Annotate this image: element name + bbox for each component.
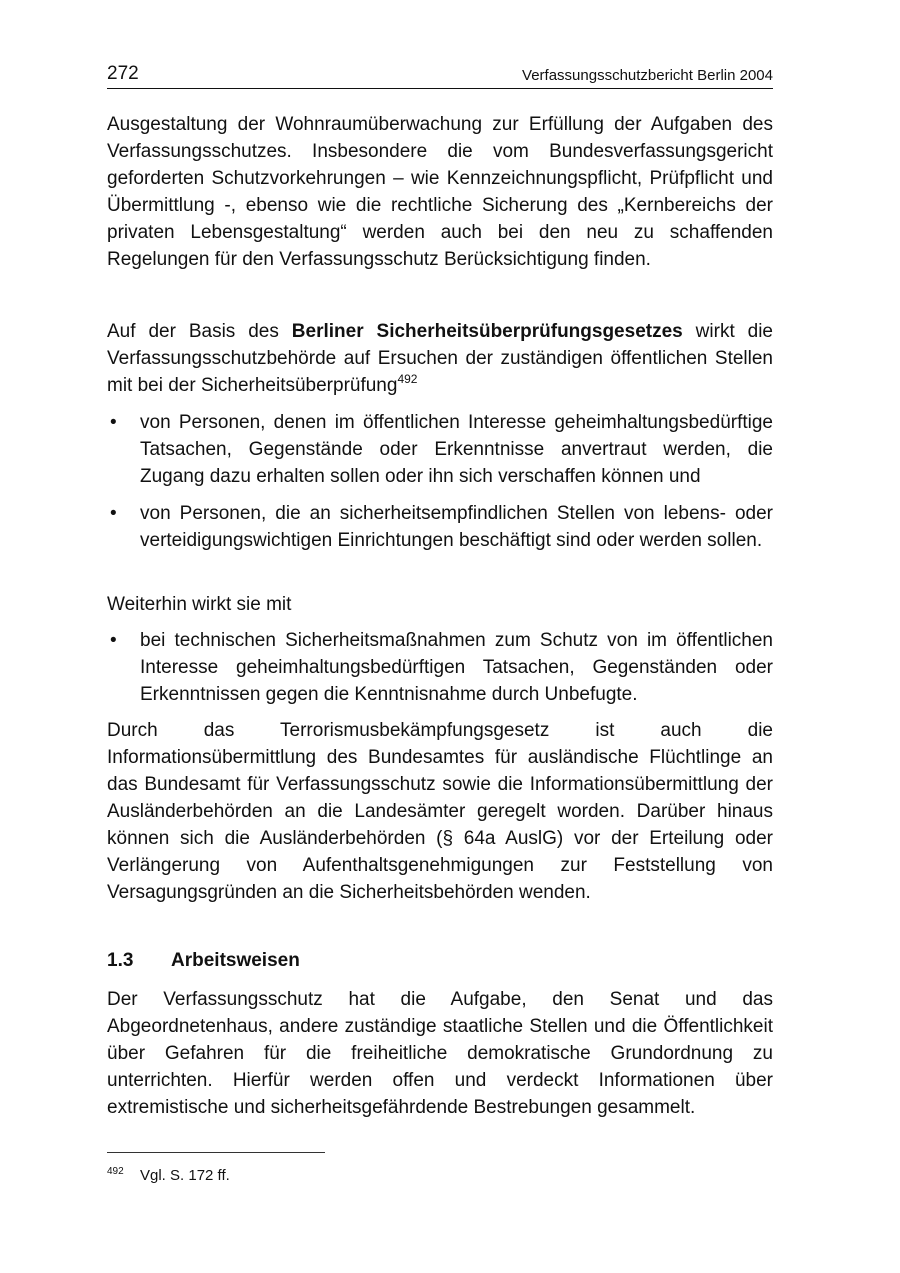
list-item [107,409,773,490]
paragraph-arbeitsweisen: Der Verfassungsschutz hat die Aufgabe, den Senat und das Abgeordnetenhaus, andere zuständige staatliche Stellen und die Öffentlichkeit über Gefahren für die freiheitliche demokratische Grundordnung zu unterrichten. Hierfür werden offen und verdeckt Informationen über extremistische und sicherheitsgefährdende Bestrebungen gesammelt. [107,989,773,1118]
footnote [107,1166,230,1184]
list-item [107,500,773,554]
footnote-divider [107,1152,325,1153]
footnote-text: Vgl. S. 172 ff. [140,1167,230,1184]
paragraph-sicherheitsueberpruefung [107,318,773,399]
para2-suffix: wirkt die Verfassungsschutzbehörde auf Ersuchen der zuständigen öffentlichen Stellen mit bei der Sicherheitsüberprüfung [107,321,774,396]
law-name: Berliner Sicherheitsüberprüfungsgesetzes [291,321,683,342]
paragraph-terrorismus: Durch das Terrorismusbekämpfungsgesetz ist auch die Informationsübermittlung des Bundesamtes für ausländische Flüchtlinge an das Bundesamt für Verfassungsschutz sowie die Informationsübermittlung der Ausländerbehörden an die Landesämter geregelt worden. Darüber hinaus können sich die Ausländerbehörden (§ 64a AuslG) vor der Erteilung oder Verlängerung von Aufenthaltsgenehmigungen zur Feststellung von Versagungsgründen an die Sicherheitsbehörden wenden. [107,720,773,903]
list-item [107,627,773,708]
bullet-icon: • [110,412,117,433]
footnote-number: 492 [107,1166,124,1177]
page-header [107,60,773,89]
running-title: Verfassungsschutzbericht Berlin 2004 [522,67,773,84]
section-title: Arbeitsweisen [171,950,300,971]
list-item-text: von Personen, denen im öffentlichen Interesse geheimhaltungsbedürftige Tatsachen, Gegenstände oder Erkenntnisse anvertraut werden, die Zugang dazu erhalten sollen oder ihn sich verschaffen können und [140,412,773,487]
list-item-text: von Personen, die an sicherheitsempfindlichen Stellen von lebens- oder verteidigungswichtigen Einrichtungen beschäftigt sind oder werden sollen. [140,503,773,551]
para2-prefix: Auf der Basis des [107,321,279,342]
paragraph-wohnraum: Ausgestaltung der Wohnraumüberwachung zur Erfüllung der Aufgaben des Verfassungsschutzes. Insbesondere die vom Bundesverfassungsgericht geforderten Schutzvorkehrungen – wie Kennzeichnungspflicht, Prüfpflicht und Übermittlung -, ebenso wie die rechtliche Sicherung des „Kernbereichs der privaten Lebensgestaltung“ werden auch bei den neu zu schaffenden Regelungen für den Verfassungsschutz Berücksichtigung finden. [107,114,773,270]
bullet-icon: • [110,630,117,651]
paragraph-weiterhin: Weiterhin wirkt sie mit [107,594,292,615]
section-heading [107,950,300,972]
page-number: 272 [107,63,139,84]
section-number: 1.3 [107,950,134,971]
bullet-list-massnahmen [107,627,773,708]
list-item-text: bei technischen Sicherheitsmaßnahmen zum Schutz von im öffentlichen Interesse geheimhaltungsbedürftigen Tatsachen, Gegenständen oder Erkenntnissen gegen die Kenntnisnahme durch Unbefugte. [140,630,773,705]
bullet-list-personen [107,409,773,554]
bullet-icon: • [110,503,117,524]
footnote-ref: 492 [397,372,418,386]
